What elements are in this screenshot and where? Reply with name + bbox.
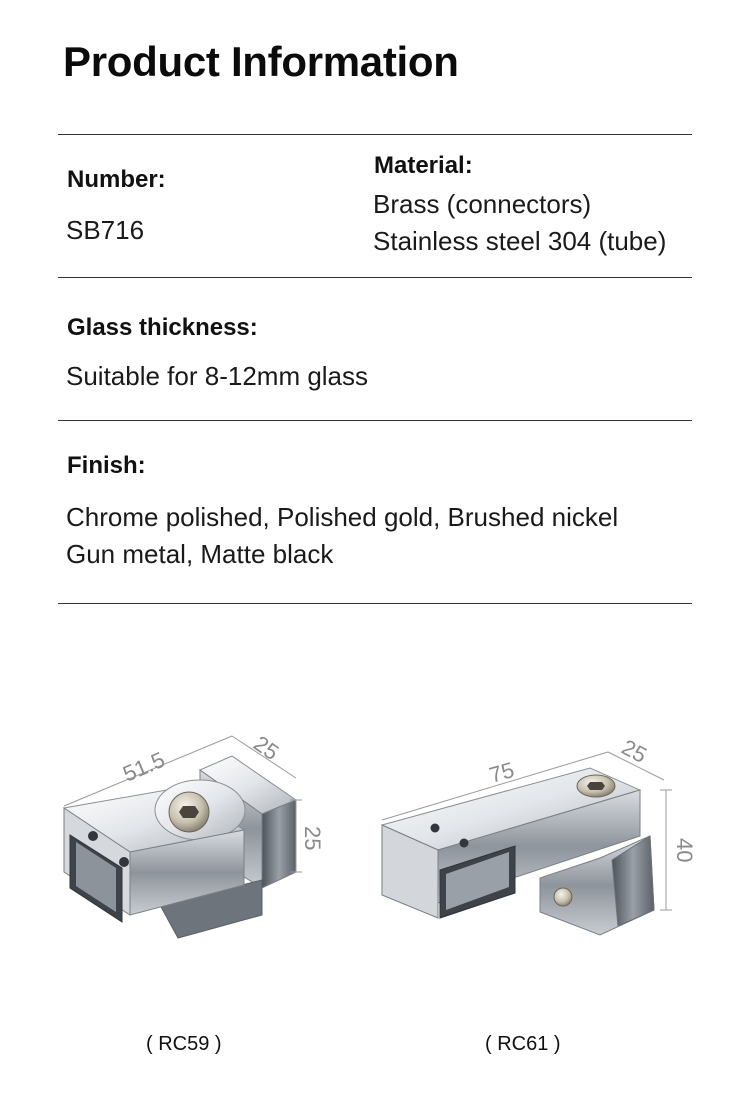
finish-label: Finish: xyxy=(67,452,146,479)
rc61-caption: ( RC61 ) xyxy=(485,1033,561,1055)
rc59-length-dimension: 51.5 xyxy=(119,746,169,787)
finish-line-1: Chrome polished, Polished gold, Brushed nickel xyxy=(66,502,619,532)
rc59-height-dimension: 25 xyxy=(300,826,325,851)
finish-line-2: Gun metal, Matte black xyxy=(66,539,334,569)
rc61-height-dimension: 40 xyxy=(672,838,697,863)
rc59-width-dimension: 25 xyxy=(249,730,284,766)
rc61-connector-image xyxy=(382,752,672,935)
rc61-width-dimension: 25 xyxy=(617,734,652,768)
number-label: Number: xyxy=(67,166,166,193)
material-line-2: Stainless steel 304 (tube) xyxy=(373,226,667,256)
glass-thickness-value: Suitable for 8-12mm glass xyxy=(66,361,369,391)
material-line-1: Brass (connectors) xyxy=(373,189,592,219)
rc59-connector-image xyxy=(64,736,302,938)
material-label: Material: xyxy=(374,152,473,179)
rc59-caption: ( RC59 ) xyxy=(146,1033,222,1055)
glass-thickness-label: Glass thickness: xyxy=(67,314,258,341)
page-title: Product Information xyxy=(63,38,459,85)
rc61-length-dimension: 75 xyxy=(486,757,517,788)
number-value: SB716 xyxy=(66,215,145,245)
